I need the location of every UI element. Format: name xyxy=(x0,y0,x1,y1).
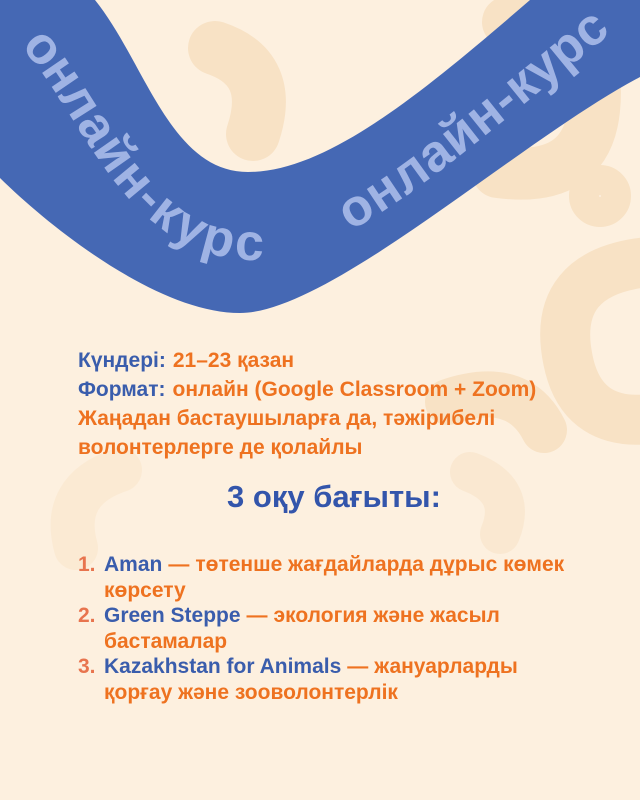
list-item xyxy=(78,603,590,654)
dash-separator: — xyxy=(347,655,369,679)
track-description: экология және жасыл бастамалар xyxy=(104,604,500,653)
ribbon-text-1: онлайн-курс xyxy=(11,16,266,273)
dash-separator: — xyxy=(246,604,268,628)
info-row-format xyxy=(78,375,590,404)
poster-content xyxy=(78,346,590,706)
info-row-dates xyxy=(78,346,590,375)
track-name: Aman xyxy=(104,553,163,576)
dates-value: 21–23 қазан xyxy=(172,349,295,372)
list-item xyxy=(78,552,590,603)
item-text xyxy=(104,603,590,654)
ribbon-text-2: онлайн-курс xyxy=(327,0,620,242)
format-value: онлайн (Google Classroom + Zoom) xyxy=(172,378,537,401)
track-description: төтенше жағдайларда дұрыс көмек көрсету xyxy=(104,553,565,602)
info-row-audience xyxy=(78,404,590,462)
track-list xyxy=(78,552,590,706)
dates-label: Күндері: xyxy=(78,349,166,372)
item-text xyxy=(104,552,590,603)
item-text xyxy=(104,654,590,705)
item-number: 3. xyxy=(78,655,96,679)
format-label: Формат: xyxy=(78,378,166,401)
item-number: 2. xyxy=(78,604,96,628)
dash-separator: — xyxy=(168,553,190,576)
item-number: 1. xyxy=(78,553,96,576)
track-name: Green Steppe xyxy=(104,604,241,628)
audience-value: Жаңадан бастаушыларға да, тәжірибелі волонтерлерге де қолайлы xyxy=(78,407,496,459)
page-title: 3 оқу бағыты: xyxy=(227,479,441,514)
list-item xyxy=(78,654,590,705)
track-name: Kazakhstan for Animals xyxy=(104,655,342,679)
track-description: жануарларды қорғау және зооволонтерлік xyxy=(104,655,518,704)
course-info xyxy=(78,346,590,462)
